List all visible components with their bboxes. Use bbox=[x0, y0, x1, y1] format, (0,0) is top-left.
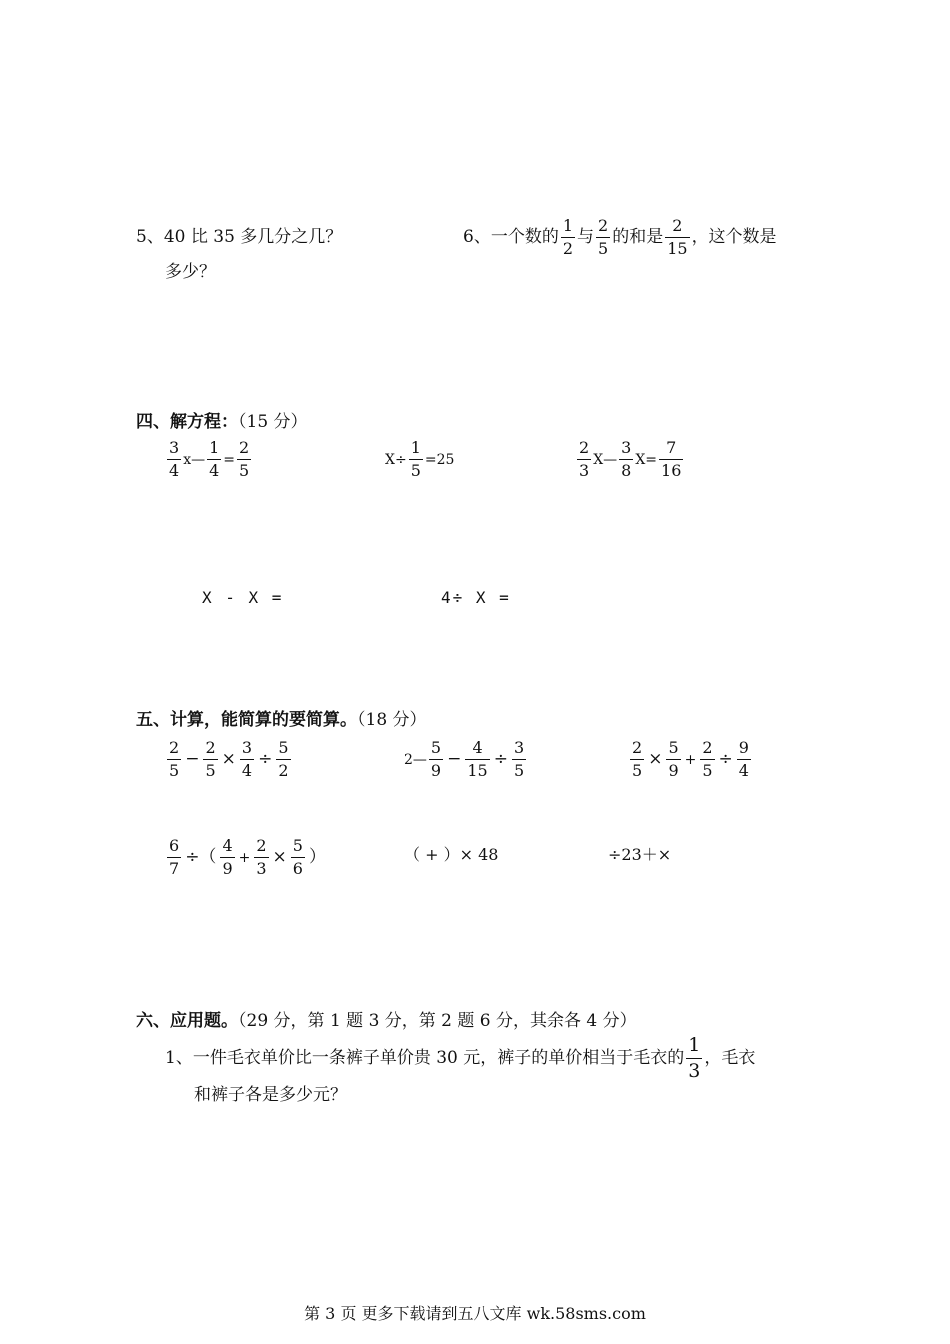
operator: + bbox=[684, 751, 697, 768]
question-6-prefix: 6、一个数的 bbox=[463, 227, 559, 247]
equation-text: X= bbox=[635, 451, 658, 468]
section-title: 四、解方程： bbox=[136, 412, 238, 432]
operator: ） bbox=[308, 847, 326, 867]
question-5 bbox=[136, 229, 342, 246]
section-title: 六、应用题。 bbox=[136, 1011, 238, 1031]
equation-3 bbox=[575, 440, 685, 479]
question-5-text: 5、40 比 35 多几分之几？ bbox=[136, 227, 343, 247]
fraction: $\frac{4}{9}$ bbox=[222, 836, 233, 878]
operator: × bbox=[272, 847, 287, 867]
fraction: $\frac{2}{5}$ bbox=[632, 738, 643, 780]
section-6-heading bbox=[136, 1013, 637, 1030]
problem-text: 1、一件毛衣单价比一条裤子单价贵 30 元，裤子的单价相当于毛衣的 bbox=[165, 1048, 685, 1068]
problem-1 bbox=[165, 1036, 755, 1081]
fraction: $\frac{2}{3}$ bbox=[579, 438, 590, 480]
operator: + bbox=[238, 849, 251, 866]
operator: − bbox=[185, 749, 200, 769]
fraction: $\frac{2}{5}$ bbox=[239, 438, 250, 480]
fraction: $\frac{1}{3}$ bbox=[688, 1034, 701, 1082]
fraction: $\frac{2}{5}$ bbox=[598, 216, 609, 258]
fraction: $\frac{5}{6}$ bbox=[292, 836, 303, 878]
fraction: $\frac{3}{8}$ bbox=[621, 438, 632, 480]
fraction: $\frac{3}{4}$ bbox=[169, 438, 180, 480]
calc-1 bbox=[165, 740, 293, 779]
problem-text: 和裤子各是多少元？ bbox=[194, 1085, 347, 1105]
fraction: $\frac{5}{9}$ bbox=[430, 738, 442, 780]
equation-text: =25 bbox=[424, 451, 455, 468]
equals-sign: = bbox=[223, 451, 236, 468]
section-points: （15 分） bbox=[238, 412, 308, 432]
fraction: $\frac{3}{5}$ bbox=[513, 738, 525, 780]
question-5-continuation bbox=[165, 264, 216, 281]
operator: × bbox=[221, 749, 236, 769]
question-6-text: 与 bbox=[577, 227, 595, 247]
fraction: $\frac{6}{7}$ bbox=[169, 836, 180, 878]
fraction: $\frac{9}{4}$ bbox=[738, 738, 749, 780]
operator: − bbox=[447, 749, 462, 769]
fraction: $\frac{2}{15}$ bbox=[667, 216, 688, 258]
section-title: 五、计算，能简算的要简算。 bbox=[136, 710, 357, 730]
equation-4: X - X = bbox=[202, 588, 284, 607]
equation-text: x— bbox=[183, 451, 206, 468]
equation-5: 4÷ X = bbox=[441, 588, 511, 607]
operator: ÷ bbox=[258, 749, 273, 769]
fraction: $\frac{7}{16}$ bbox=[661, 438, 682, 480]
section-4-heading bbox=[136, 414, 308, 431]
question-text: 多少？ bbox=[165, 262, 216, 282]
question-6-suffix: ，这个数是 bbox=[691, 227, 777, 247]
fraction: $\frac{2}{5}$ bbox=[169, 738, 180, 780]
fraction: $\frac{2}{5}$ bbox=[205, 738, 216, 780]
section-points: （18 分） bbox=[357, 710, 427, 730]
page-footer: 第 3 页 更多下载请到五八文库 wk.58sms.com bbox=[304, 1304, 646, 1323]
operator: ÷ bbox=[493, 749, 508, 769]
fraction: $\frac{2}{5}$ bbox=[702, 738, 713, 780]
equation-text: X÷ bbox=[385, 451, 407, 468]
operator: × bbox=[648, 749, 663, 769]
section-5-heading bbox=[136, 712, 427, 729]
calc-4 bbox=[165, 838, 328, 877]
section-points: （29 分，第 1 题 3 分，第 2 题 6 分，其余各 4 分） bbox=[238, 1011, 637, 1031]
fraction: $\frac{1}{4}$ bbox=[209, 438, 220, 480]
fraction: $\frac{1}{5}$ bbox=[410, 438, 421, 480]
equation-2 bbox=[385, 440, 454, 479]
calc-text: 2— bbox=[404, 751, 427, 768]
problem-1-continuation bbox=[194, 1087, 347, 1104]
question-6-text: 的和是 bbox=[612, 227, 664, 247]
fraction: $\frac{2}{3}$ bbox=[256, 836, 267, 878]
question-6 bbox=[463, 218, 777, 257]
fraction: $\frac{1}{2}$ bbox=[562, 216, 574, 258]
calc-3 bbox=[628, 740, 753, 779]
calc-6: ÷23＋× bbox=[608, 845, 672, 864]
fraction: $\frac{5}{9}$ bbox=[668, 738, 679, 780]
fraction: $\frac{5}{2}$ bbox=[278, 738, 289, 780]
equation-text: X— bbox=[593, 451, 618, 468]
equation-1 bbox=[165, 440, 253, 479]
problem-text: ，毛衣 bbox=[704, 1048, 756, 1068]
operator: ÷（ bbox=[185, 847, 217, 867]
calc-5: （ + ）× 48 bbox=[404, 845, 499, 864]
fraction: $\frac{4}{15}$ bbox=[467, 738, 488, 780]
calc-2 bbox=[404, 740, 528, 779]
operator: ÷ bbox=[718, 749, 733, 769]
fraction: $\frac{3}{4}$ bbox=[241, 738, 253, 780]
